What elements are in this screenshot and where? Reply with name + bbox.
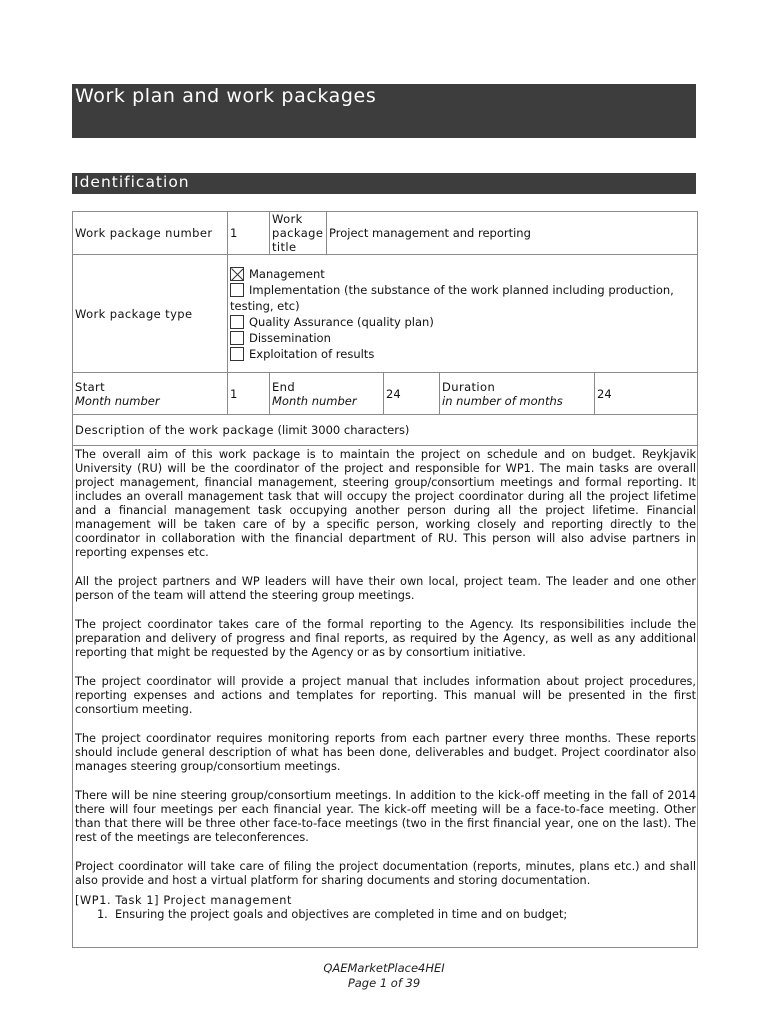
- document-title: Work plan and work packages: [75, 85, 377, 107]
- duration-value: 24: [595, 373, 698, 415]
- work-package-table: [72, 211, 698, 948]
- description-paragraph: All the project partners and WP leaders will have their own local, project team. The leader and one other person of the team will attend the steering group meetings.: [75, 575, 697, 602]
- section-heading: Identification: [74, 173, 190, 191]
- checkbox-icon[interactable]: [230, 331, 244, 345]
- type-option: Exploitation of results: [230, 346, 695, 362]
- type-option: Dissemination: [230, 330, 695, 346]
- wp-number-label: Work package number: [73, 212, 228, 255]
- type-option: Management: [230, 266, 695, 282]
- checkbox-icon[interactable]: [230, 347, 244, 361]
- description-body: [73, 446, 698, 948]
- wp-title-label: Work package title: [270, 212, 327, 255]
- duration-label-cell: Duration in number of months: [440, 373, 595, 415]
- wp-type-options: [228, 255, 698, 373]
- description-paragraph: The project coordinator will provide a project manual that includes information about project procedures, reporting expenses and actions and templates for reporting. This manual will be presented in the first consortium meeting.: [75, 675, 697, 716]
- task-list-item: 1. Ensuring the project goals and objectives are completed in time and on budget;: [97, 908, 568, 921]
- wp-title-value: Project management and reporting: [327, 212, 698, 255]
- task-heading: [WP1. Task 1] Project management: [75, 894, 293, 907]
- footer-project-name: QAEMarketPlace4HEI: [323, 961, 445, 975]
- checkbox-icon[interactable]: [230, 283, 244, 297]
- document-title-banner: [72, 84, 696, 138]
- start-value: 1: [228, 373, 270, 415]
- description-header: Description of the work package (limit 3000 characters): [73, 415, 698, 446]
- checkbox-checked-icon[interactable]: [230, 267, 244, 281]
- wp-type-label: Work package type: [73, 255, 228, 373]
- end-label-cell: End Month number: [270, 373, 384, 415]
- type-option: Implementation (the substance of the work planned including production, testing, etc): [230, 282, 674, 313]
- end-value: 24: [384, 373, 440, 415]
- section-heading-banner: [72, 173, 696, 194]
- description-paragraph: Project coordinator will take care of filing the project documentation (reports, minutes, plans etc.) and shall also provide and host a virtual platform for sharing documents and storing documentation.: [75, 860, 697, 887]
- start-label-cell: Start Month number: [73, 373, 228, 415]
- description-paragraph: The project coordinator takes care of the formal reporting to the Agency. Its responsibilities include the preparation and delivery of progress and final reports, as required by the Agency, as well as any additional reporting that might be requested by the Agency or as by consortium initiative.: [75, 618, 697, 659]
- checkbox-icon[interactable]: [230, 315, 244, 329]
- type-option: Quality Assurance (quality plan): [230, 314, 695, 330]
- description-paragraph: The overall aim of this work package is to maintain the project on schedule and on budget. Reykjavik University (RU) will be the coordinator of the project and responsible for WP1. The main tasks are overall project management, financial management, steering group/consortium meetings and formal reporting. It includes an overall management task that will occupy the project coordinator during all the project lifetime and a financial management task occupying another person during all the project lifetime. Financial management will be taken care of by a specific person, working closely and reporting directly to the coordinator in collaboration with the financial department of RU. This person will also advise partners in reporting expenses etc.: [75, 448, 697, 559]
- description-paragraph: There will be nine steering group/consortium meetings. In addition to the kick-off meeting in the fall of 2014 there will four meetings per each financial year. The kick-off meeting will be a face-to-face meeting. Other than that there will be three other face-to-face meetings (two in the first financial year, one on the last). The rest of the meetings are teleconferences.: [75, 789, 697, 844]
- wp-number-value: 1: [228, 212, 270, 255]
- footer-page-number: Page 1 of 39: [347, 976, 421, 990]
- description-paragraph: The project coordinator requires monitoring reports from each partner every three months. These reports should include general description of what has been done, deliverables and budget. Project coordinator also manages steering group/consortium meetings.: [75, 732, 697, 773]
